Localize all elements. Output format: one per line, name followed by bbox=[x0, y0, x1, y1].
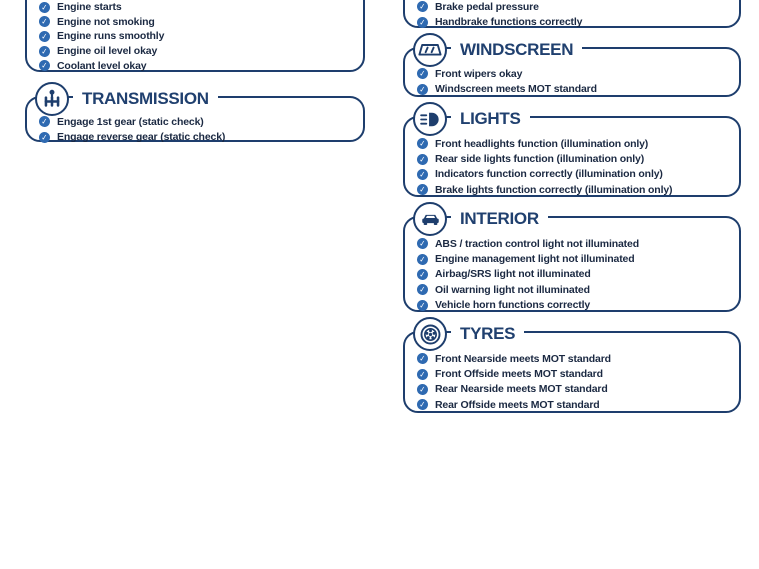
check-circle-icon: ✓ bbox=[416, 399, 428, 411]
checklist-item bbox=[417, 0, 739, 14]
checklist-item bbox=[417, 282, 739, 297]
checklist-item-label: Engage 1st gear (static check) bbox=[57, 115, 204, 128]
check-circle-icon: ✓ bbox=[38, 30, 50, 42]
section-header bbox=[35, 82, 218, 116]
section-header bbox=[413, 317, 524, 351]
checklist-item-label: Coolant level okay bbox=[57, 59, 147, 72]
check-circle-icon: ✓ bbox=[416, 284, 428, 296]
section-title: TRANSMISSION bbox=[73, 89, 218, 109]
checklist bbox=[405, 0, 739, 30]
check-circle-icon: ✓ bbox=[416, 353, 428, 365]
checklist-item-label: Engine not smoking bbox=[57, 15, 155, 28]
checklist-item-label: Rear side lights function (illumination only) bbox=[435, 153, 645, 166]
checklist-item bbox=[417, 167, 739, 182]
checklist-item bbox=[417, 298, 739, 313]
check-circle-icon: ✓ bbox=[38, 16, 50, 28]
check-circle-icon: ✓ bbox=[38, 131, 50, 143]
checklist-item bbox=[417, 351, 739, 366]
check-circle-icon: ✓ bbox=[416, 168, 428, 180]
checklist-item-label: Engine management light not illuminated bbox=[435, 253, 635, 266]
section-interior bbox=[403, 209, 741, 312]
checklist-item bbox=[417, 81, 739, 96]
check-circle-icon: ✓ bbox=[416, 16, 428, 28]
check-circle-icon: ✓ bbox=[416, 1, 428, 13]
checklist-item bbox=[39, 44, 363, 59]
section-title: WINDSCREEN bbox=[451, 40, 582, 60]
check-circle-icon: ✓ bbox=[38, 116, 50, 128]
check-circle-icon: ✓ bbox=[416, 253, 428, 265]
checklist-item bbox=[417, 66, 739, 81]
check-circle-icon: ✓ bbox=[38, 1, 50, 13]
checklist-item bbox=[417, 236, 739, 251]
checklist-item-label: Brake lights function correctly (illumination only) bbox=[435, 183, 673, 196]
section-title: INTERIOR bbox=[451, 209, 548, 229]
check-circle-icon: ✓ bbox=[416, 238, 428, 250]
checklist-item-label: Front wipers okay bbox=[435, 67, 523, 80]
checklist-item bbox=[417, 14, 739, 29]
checklist-item bbox=[39, 0, 363, 15]
checklist-item-label: Vehicle horn functions correctly bbox=[435, 299, 591, 312]
checklist-item-label: Front Offside meets MOT standard bbox=[435, 368, 603, 381]
section-header bbox=[413, 102, 530, 136]
checklist-item-label: Rear Offside meets MOT standard bbox=[435, 398, 600, 411]
check-circle-icon: ✓ bbox=[416, 268, 428, 280]
check-circle-icon: ✓ bbox=[416, 153, 428, 165]
checklist-item-label: Indicators function correctly (illumination only) bbox=[435, 168, 663, 181]
checklist-item bbox=[417, 182, 739, 197]
section-tyres bbox=[403, 324, 741, 413]
checklist-item-label: Front Nearside meets MOT standard bbox=[435, 352, 611, 365]
checklist-item-label: Brake pedal pressure bbox=[435, 0, 539, 13]
checklist-item-label: Engine oil level okay bbox=[57, 45, 158, 58]
wheel-icon bbox=[413, 317, 447, 351]
checklist-item-label: ABS / traction control light not illuminated bbox=[435, 237, 639, 250]
car-front-icon bbox=[413, 202, 447, 236]
section-transmission bbox=[25, 89, 365, 144]
check-circle-icon: ✓ bbox=[416, 138, 428, 150]
section-brakes bbox=[403, 0, 741, 28]
checklist-item-label: Engine starts bbox=[57, 1, 122, 14]
section-header bbox=[413, 202, 548, 236]
windscreen-wiper-icon bbox=[413, 33, 447, 67]
check-circle-icon: ✓ bbox=[416, 368, 428, 380]
checklist-item bbox=[417, 136, 739, 151]
section-windscreen bbox=[403, 40, 741, 97]
gear-shifter-icon bbox=[35, 82, 69, 116]
checklist bbox=[27, 0, 363, 73]
check-circle-icon: ✓ bbox=[38, 45, 50, 57]
checklist-item bbox=[39, 114, 363, 129]
checklist-item bbox=[417, 397, 739, 412]
check-circle-icon: ✓ bbox=[416, 68, 428, 80]
checklist-item bbox=[417, 366, 739, 381]
checklist-item-label: Airbag/SRS light not illuminated bbox=[435, 268, 591, 281]
checklist-item bbox=[39, 58, 363, 73]
check-circle-icon: ✓ bbox=[38, 60, 50, 72]
checklist-item-label: Engage reverse gear (static check) bbox=[57, 131, 226, 144]
checklist-item bbox=[417, 382, 739, 397]
checklist-item-label: Engine runs smoothly bbox=[57, 30, 165, 43]
section-title: LIGHTS bbox=[451, 109, 530, 129]
check-circle-icon: ✓ bbox=[416, 383, 428, 395]
headlight-icon bbox=[413, 102, 447, 136]
section-engine bbox=[25, 0, 365, 72]
check-circle-icon: ✓ bbox=[416, 184, 428, 196]
checklist-item-label: Oil warning light not illuminated bbox=[435, 283, 590, 296]
checklist-item-label: Windscreen meets MOT standard bbox=[435, 83, 597, 96]
checklist-item-label: Handbrake functions correctly bbox=[435, 16, 583, 29]
checklist-item-label: Front headlights function (illumination only) bbox=[435, 137, 649, 150]
check-circle-icon: ✓ bbox=[416, 299, 428, 311]
checklist-item bbox=[39, 29, 363, 44]
check-circle-icon: ✓ bbox=[416, 83, 428, 95]
section-title: TYRES bbox=[451, 324, 524, 344]
checklist-item bbox=[39, 129, 363, 144]
checklist-item bbox=[417, 267, 739, 282]
checklist-item-label: Rear Nearside meets MOT standard bbox=[435, 383, 608, 396]
section-lights bbox=[403, 109, 741, 197]
section-header bbox=[413, 33, 582, 67]
checklist-item bbox=[417, 151, 739, 166]
checklist-item bbox=[417, 251, 739, 266]
checklist-item bbox=[39, 15, 363, 30]
